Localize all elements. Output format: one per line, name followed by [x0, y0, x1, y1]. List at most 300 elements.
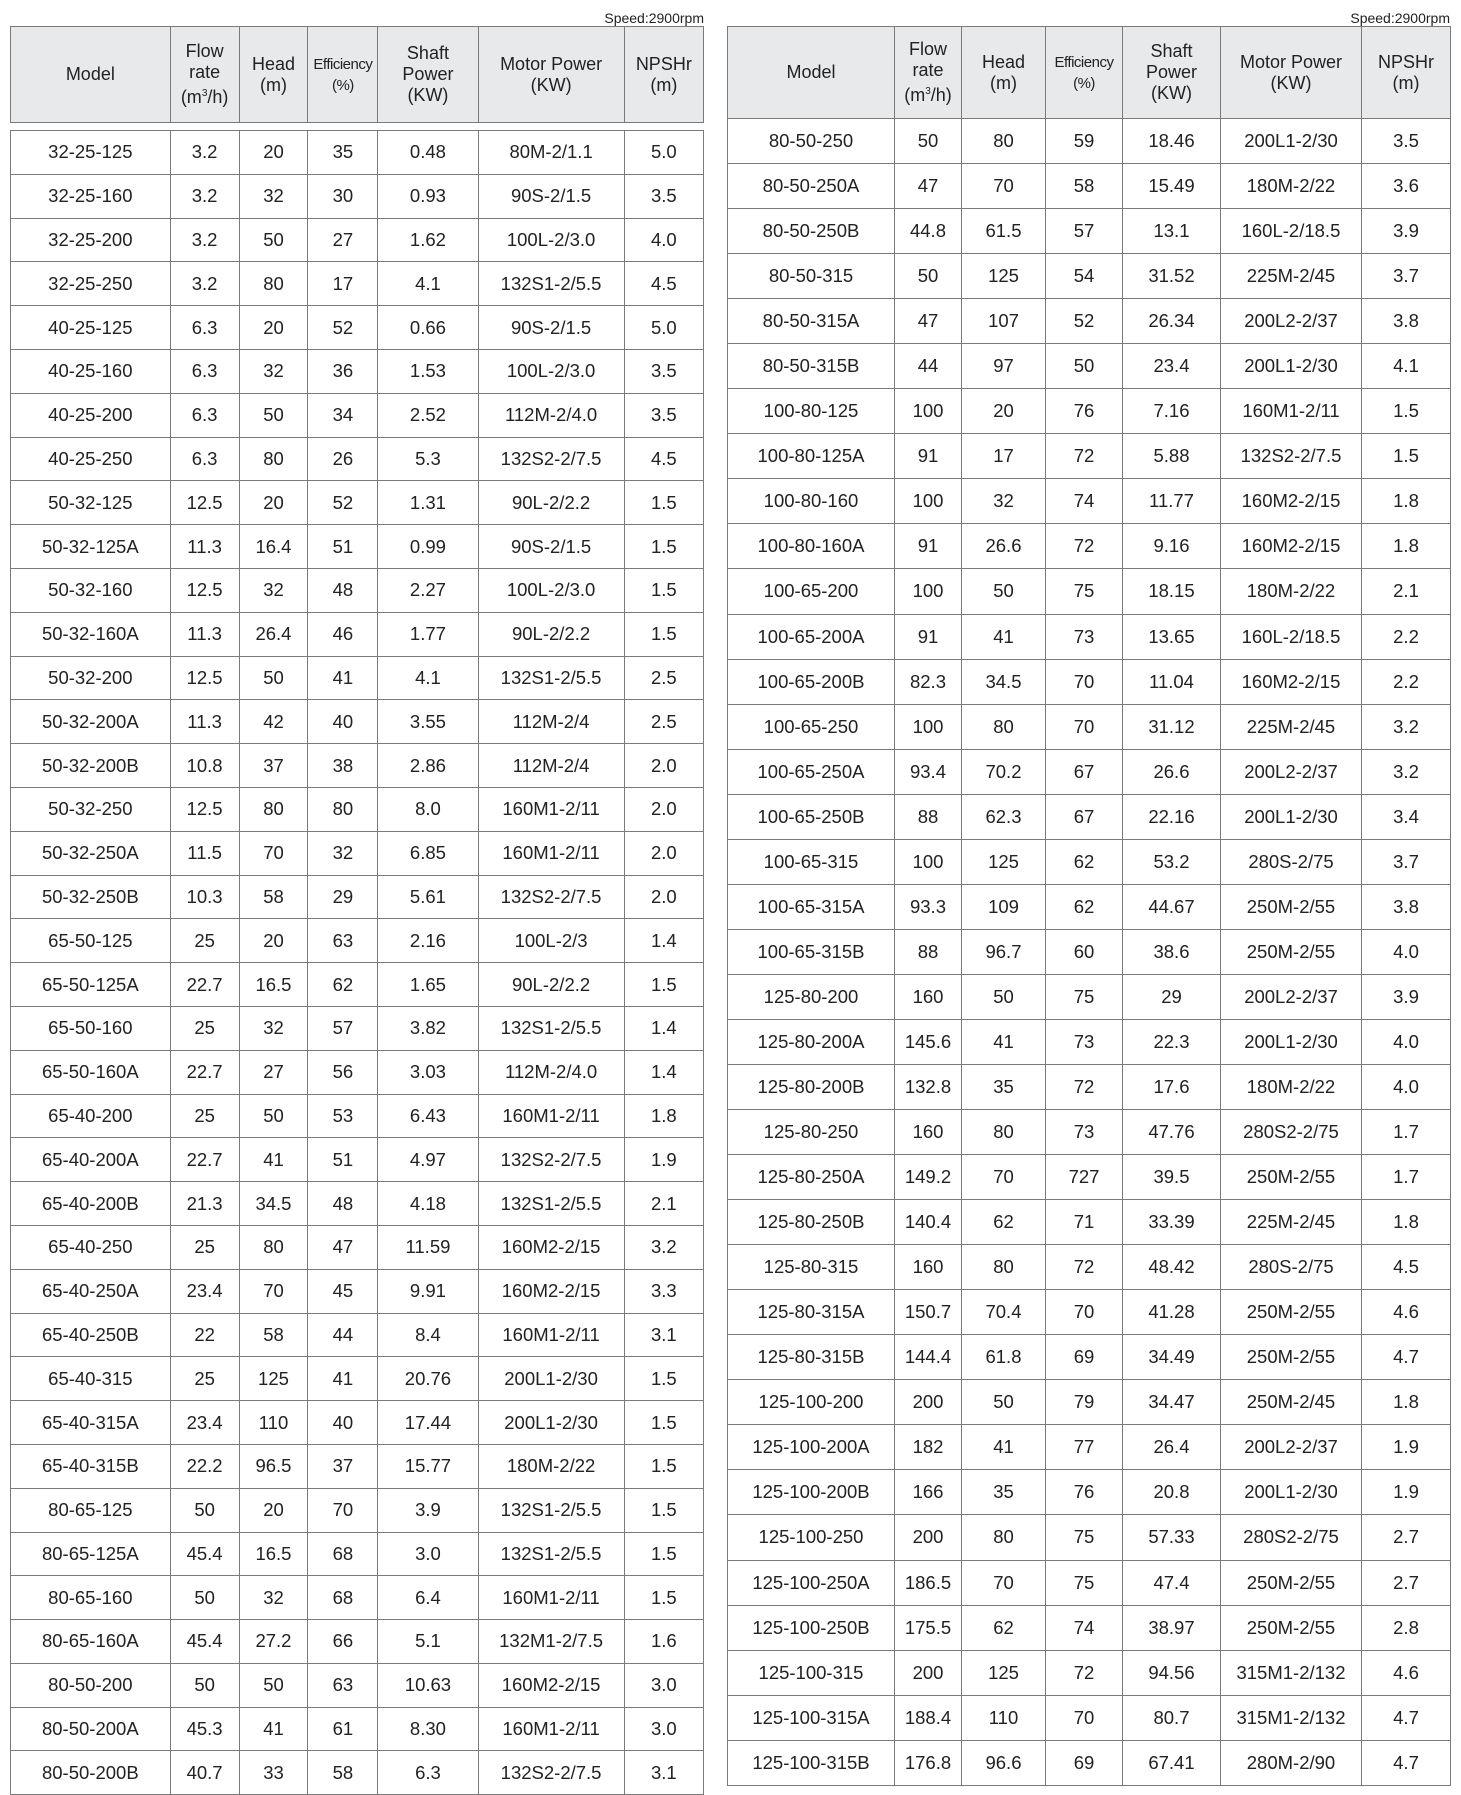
cell-efficiency: 76 [1046, 1470, 1123, 1515]
table-row [11, 612, 704, 656]
cell-efficiency: 66 [308, 1620, 378, 1664]
cell-model: 125-100-200 [728, 1380, 895, 1425]
pump-performance-table-left [10, 26, 704, 1795]
cell-motor-power: 160M1-2/11 [1221, 389, 1362, 434]
cell-motor-power: 90S-2/1.5 [478, 174, 624, 218]
cell-model: 32-25-200 [11, 218, 171, 262]
cell-flow-rate: 160 [895, 1110, 962, 1155]
cell-head: 70 [962, 164, 1046, 209]
cell-shaft-power: 1.62 [378, 218, 478, 262]
cell-shaft-power: 4.1 [378, 262, 478, 306]
cell-efficiency: 40 [308, 1401, 378, 1445]
cell-npshr: 1.9 [1362, 1470, 1451, 1515]
cell-motor-power: 200L1-2/30 [1221, 1019, 1362, 1064]
cell-motor-power: 200L1-2/30 [1221, 344, 1362, 389]
cell-flow-rate: 145.6 [895, 1019, 962, 1064]
cell-npshr: 2.0 [624, 744, 703, 788]
cell-head: 16.5 [239, 1532, 308, 1576]
cell-model: 50-32-200B [11, 744, 171, 788]
cell-head: 125 [962, 1650, 1046, 1695]
cell-model: 65-50-125 [11, 919, 171, 963]
cell-motor-power: 160M2-2/15 [478, 1225, 624, 1269]
cell-motor-power: 250M-2/55 [1221, 1155, 1362, 1200]
cell-flow-rate: 100 [895, 839, 962, 884]
cell-motor-power: 225M-2/45 [1221, 704, 1362, 749]
cell-motor-power: 160M1-2/11 [478, 1576, 624, 1620]
table-row [728, 254, 1451, 299]
table-row [728, 1605, 1451, 1650]
cell-motor-power: 160M1-2/11 [478, 831, 624, 875]
cell-head: 50 [962, 974, 1046, 1019]
table-row [728, 1335, 1451, 1380]
cell-motor-power: 200L2-2/37 [1221, 749, 1362, 794]
table-row [11, 1751, 704, 1795]
cell-motor-power: 100L-2/3.0 [478, 218, 624, 262]
cell-flow-rate: 25 [170, 1357, 239, 1401]
cell-motor-power: 200L2-2/37 [1221, 974, 1362, 1019]
cell-efficiency: 57 [1046, 209, 1123, 254]
cell-flow-rate: 40.7 [170, 1751, 239, 1795]
cell-flow-rate: 12.5 [170, 568, 239, 612]
cell-efficiency: 69 [1046, 1740, 1123, 1785]
cell-flow-rate: 160 [895, 974, 962, 1019]
cell-head: 17 [962, 434, 1046, 479]
cell-shaft-power: 4.18 [378, 1182, 478, 1226]
cell-motor-power: 80M-2/1.1 [478, 131, 624, 175]
cell-npshr: 1.5 [624, 612, 703, 656]
cell-model: 80-50-315A [728, 299, 895, 344]
cell-motor-power: 160M2-2/15 [1221, 659, 1362, 704]
cell-head: 110 [239, 1401, 308, 1445]
cell-flow-rate: 166 [895, 1470, 962, 1515]
cell-motor-power: 132S2-2/7.5 [1221, 434, 1362, 479]
cell-head: 58 [239, 1313, 308, 1357]
cell-efficiency: 62 [308, 963, 378, 1007]
cell-npshr: 1.7 [1362, 1155, 1451, 1200]
cell-npshr: 3.9 [1362, 974, 1451, 1019]
cell-flow-rate: 100 [895, 479, 962, 524]
table-row [728, 1695, 1451, 1740]
table-row [11, 1576, 704, 1620]
cell-shaft-power: 6.4 [378, 1576, 478, 1620]
cell-shaft-power: 29 [1123, 974, 1221, 1019]
cell-efficiency: 41 [308, 1357, 378, 1401]
table-row [11, 218, 704, 262]
cell-shaft-power: 20.8 [1123, 1470, 1221, 1515]
cell-npshr: 1.4 [624, 919, 703, 963]
table-row [728, 1019, 1451, 1064]
cell-flow-rate: 10.8 [170, 744, 239, 788]
cell-npshr: 4.0 [1362, 1064, 1451, 1109]
cell-efficiency: 37 [308, 1444, 378, 1488]
table-row [11, 568, 704, 612]
cell-efficiency: 60 [1046, 929, 1123, 974]
cell-motor-power: 132S2-2/7.5 [478, 875, 624, 919]
table-row [728, 479, 1451, 524]
cell-npshr: 4.6 [1362, 1650, 1451, 1695]
cell-flow-rate: 93.3 [895, 884, 962, 929]
cell-motor-power: 200L1-2/30 [1221, 1470, 1362, 1515]
cell-model: 50-32-160A [11, 612, 171, 656]
cell-npshr: 2.0 [624, 787, 703, 831]
cell-head: 62 [962, 1605, 1046, 1650]
cell-npshr: 1.9 [624, 1138, 703, 1182]
cell-model: 100-65-250B [728, 794, 895, 839]
cell-shaft-power: 33.39 [1123, 1200, 1221, 1245]
cell-shaft-power: 17.6 [1123, 1064, 1221, 1109]
cell-flow-rate: 44.8 [895, 209, 962, 254]
cell-efficiency: 29 [308, 875, 378, 919]
cell-model: 32-25-160 [11, 174, 171, 218]
cell-model: 50-32-250A [11, 831, 171, 875]
cell-model: 40-25-250 [11, 437, 171, 481]
cell-flow-rate: 132.8 [895, 1064, 962, 1109]
cell-head: 70 [962, 1560, 1046, 1605]
cell-motor-power: 112M-2/4.0 [478, 393, 624, 437]
table-row [11, 393, 704, 437]
cell-shaft-power: 11.59 [378, 1225, 478, 1269]
cell-model: 80-65-160 [11, 1576, 171, 1620]
cell-motor-power: 132S2-2/7.5 [478, 437, 624, 481]
cell-shaft-power: 38.6 [1123, 929, 1221, 974]
cell-motor-power: 90L-2/2.2 [478, 612, 624, 656]
cell-motor-power: 180M-2/22 [478, 1444, 624, 1488]
cell-model: 80-65-125A [11, 1532, 171, 1576]
table-row [11, 700, 704, 744]
cell-shaft-power: 34.49 [1123, 1335, 1221, 1380]
cell-head: 125 [962, 839, 1046, 884]
cell-efficiency: 36 [308, 349, 378, 393]
cell-npshr: 1.5 [624, 1532, 703, 1576]
cell-motor-power: 90S-2/1.5 [478, 306, 624, 350]
cell-npshr: 3.3 [624, 1269, 703, 1313]
cell-efficiency: 63 [308, 919, 378, 963]
cell-shaft-power: 0.66 [378, 306, 478, 350]
table-row [728, 119, 1451, 164]
cell-shaft-power: 4.97 [378, 1138, 478, 1182]
cell-shaft-power: 3.55 [378, 700, 478, 744]
cell-head: 20 [239, 1488, 308, 1532]
cell-efficiency: 58 [1046, 164, 1123, 209]
cell-model: 65-40-315A [11, 1401, 171, 1445]
cell-efficiency: 38 [308, 744, 378, 788]
cell-npshr: 4.0 [1362, 1019, 1451, 1064]
cell-shaft-power: 6.43 [378, 1094, 478, 1138]
cell-flow-rate: 25 [170, 1225, 239, 1269]
cell-flow-rate: 50 [170, 1663, 239, 1707]
cell-model: 80-50-315B [728, 344, 895, 389]
cell-shaft-power: 38.97 [1123, 1605, 1221, 1650]
cell-npshr: 3.0 [624, 1707, 703, 1751]
cell-head: 50 [239, 1094, 308, 1138]
cell-flow-rate: 25 [170, 1094, 239, 1138]
cell-flow-rate: 6.3 [170, 306, 239, 350]
cell-head: 20 [962, 389, 1046, 434]
cell-npshr: 1.8 [1362, 524, 1451, 569]
cell-flow-rate: 25 [170, 919, 239, 963]
cell-motor-power: 160M2-2/15 [478, 1663, 624, 1707]
cell-head: 80 [962, 1515, 1046, 1560]
table-row [728, 1110, 1451, 1155]
cell-shaft-power: 9.16 [1123, 524, 1221, 569]
table-row [728, 299, 1451, 344]
cell-efficiency: 70 [1046, 1695, 1123, 1740]
cell-npshr: 3.5 [1362, 119, 1451, 164]
cell-motor-power: 160L-2/18.5 [1221, 614, 1362, 659]
cell-efficiency: 72 [1046, 524, 1123, 569]
cell-npshr: 2.1 [624, 1182, 703, 1226]
cell-npshr: 4.5 [1362, 1245, 1451, 1290]
cell-efficiency: 75 [1046, 1560, 1123, 1605]
cell-shaft-power: 1.53 [378, 349, 478, 393]
cell-npshr: 1.5 [624, 1444, 703, 1488]
cell-head: 16.5 [239, 963, 308, 1007]
cell-head: 20 [239, 919, 308, 963]
cell-motor-power: 90S-2/1.5 [478, 525, 624, 569]
cell-model: 125-100-315A [728, 1695, 895, 1740]
table-row [11, 306, 704, 350]
cell-head: 41 [239, 1707, 308, 1751]
cell-shaft-power: 5.3 [378, 437, 478, 481]
cell-efficiency: 54 [1046, 254, 1123, 299]
cell-model: 80-50-200A [11, 1707, 171, 1751]
cell-npshr: 3.2 [1362, 704, 1451, 749]
cell-flow-rate: 6.3 [170, 349, 239, 393]
cell-motor-power: 200L2-2/37 [1221, 299, 1362, 344]
cell-flow-rate: 160 [895, 1245, 962, 1290]
cell-npshr: 4.7 [1362, 1335, 1451, 1380]
cell-flow-rate: 140.4 [895, 1200, 962, 1245]
table-row [11, 1269, 704, 1313]
cell-motor-power: 200L1-2/30 [1221, 119, 1362, 164]
cell-model: 65-50-160A [11, 1050, 171, 1094]
cell-efficiency: 75 [1046, 974, 1123, 1019]
cell-npshr: 1.8 [624, 1094, 703, 1138]
cell-head: 61.8 [962, 1335, 1046, 1380]
cell-head: 34.5 [239, 1182, 308, 1226]
cell-motor-power: 132S1-2/5.5 [478, 1006, 624, 1050]
cell-shaft-power: 15.77 [378, 1444, 478, 1488]
cell-shaft-power: 1.31 [378, 481, 478, 525]
cell-npshr: 3.5 [624, 349, 703, 393]
header-head: Head (m) [962, 27, 1046, 119]
cell-model: 65-50-125A [11, 963, 171, 1007]
cell-shaft-power: 18.46 [1123, 119, 1221, 164]
cell-npshr: 3.1 [624, 1751, 703, 1795]
cell-npshr: 3.0 [624, 1663, 703, 1707]
cell-npshr: 2.0 [624, 875, 703, 919]
table-row [728, 704, 1451, 749]
cell-head: 97 [962, 344, 1046, 389]
cell-efficiency: 45 [308, 1269, 378, 1313]
cell-head: 96.5 [239, 1444, 308, 1488]
cell-efficiency: 72 [1046, 1650, 1123, 1695]
cell-flow-rate: 22.2 [170, 1444, 239, 1488]
cell-efficiency: 17 [308, 262, 378, 306]
cell-motor-power: 132S1-2/5.5 [478, 1532, 624, 1576]
cell-shaft-power: 2.86 [378, 744, 478, 788]
cell-head: 70 [239, 831, 308, 875]
table-row [11, 262, 704, 306]
cell-flow-rate: 144.4 [895, 1335, 962, 1380]
cell-npshr: 3.7 [1362, 254, 1451, 299]
table-body-left [11, 123, 704, 1795]
cell-shaft-power: 4.1 [378, 656, 478, 700]
cell-motor-power: 250M-2/55 [1221, 1290, 1362, 1335]
cell-model: 50-32-250 [11, 787, 171, 831]
cell-motor-power: 315M1-2/132 [1221, 1695, 1362, 1740]
cell-model: 100-65-315B [728, 929, 895, 974]
cell-motor-power: 200L1-2/30 [478, 1357, 624, 1401]
cell-shaft-power: 57.33 [1123, 1515, 1221, 1560]
cell-efficiency: 74 [1046, 1605, 1123, 1650]
table-body-right [728, 119, 1451, 1786]
cell-npshr: 1.5 [624, 481, 703, 525]
cell-npshr: 4.0 [1362, 929, 1451, 974]
cell-efficiency: 53 [308, 1094, 378, 1138]
cell-flow-rate: 3.2 [170, 174, 239, 218]
table-row [728, 389, 1451, 434]
cell-head: 50 [239, 218, 308, 262]
cell-head: 20 [239, 131, 308, 175]
cell-shaft-power: 20.76 [378, 1357, 478, 1401]
cell-flow-rate: 88 [895, 794, 962, 839]
pump-performance-table-right [727, 26, 1451, 1786]
cell-head: 32 [239, 174, 308, 218]
cell-shaft-power: 13.1 [1123, 209, 1221, 254]
cell-npshr: 3.6 [1362, 164, 1451, 209]
cell-efficiency: 34 [308, 393, 378, 437]
cell-shaft-power: 9.91 [378, 1269, 478, 1313]
cell-motor-power: 112M-2/4 [478, 700, 624, 744]
cell-npshr: 1.7 [1362, 1110, 1451, 1155]
table-row [11, 1663, 704, 1707]
cell-head: 80 [239, 262, 308, 306]
cell-flow-rate: 12.5 [170, 656, 239, 700]
cell-shaft-power: 17.44 [378, 1401, 478, 1445]
cell-motor-power: 280S-2/75 [1221, 839, 1362, 884]
cell-model: 50-32-125 [11, 481, 171, 525]
cell-npshr: 1.5 [1362, 389, 1451, 434]
cell-model: 100-80-125 [728, 389, 895, 434]
table-row [728, 209, 1451, 254]
cell-head: 20 [239, 481, 308, 525]
cell-motor-power: 180M-2/22 [1221, 569, 1362, 614]
cell-motor-power: 160M2-2/15 [1221, 479, 1362, 524]
cell-npshr: 4.6 [1362, 1290, 1451, 1335]
cell-efficiency: 62 [1046, 839, 1123, 884]
cell-shaft-power: 1.65 [378, 963, 478, 1007]
cell-flow-rate: 11.3 [170, 612, 239, 656]
table-row [11, 1488, 704, 1532]
table-row [11, 174, 704, 218]
cell-flow-rate: 45.3 [170, 1707, 239, 1751]
cell-motor-power: 180M-2/22 [1221, 164, 1362, 209]
speed-label: Speed:2900rpm [604, 10, 704, 26]
cell-shaft-power: 2.27 [378, 568, 478, 612]
cell-efficiency: 80 [308, 787, 378, 831]
cell-motor-power: 225M-2/45 [1221, 254, 1362, 299]
table-row [728, 1560, 1451, 1605]
cell-flow-rate: 100 [895, 569, 962, 614]
cell-shaft-power: 44.67 [1123, 884, 1221, 929]
cell-model: 32-25-250 [11, 262, 171, 306]
cell-shaft-power: 10.63 [378, 1663, 478, 1707]
cell-head: 33 [239, 1751, 308, 1795]
cell-model: 125-80-315 [728, 1245, 895, 1290]
table-row [11, 744, 704, 788]
cell-model: 65-50-160 [11, 1006, 171, 1050]
table-row [728, 659, 1451, 704]
cell-shaft-power: 18.15 [1123, 569, 1221, 614]
cell-efficiency: 77 [1046, 1425, 1123, 1470]
cell-efficiency: 48 [308, 568, 378, 612]
table-row [11, 1050, 704, 1094]
cell-motor-power: 132S2-2/7.5 [478, 1138, 624, 1182]
cell-npshr: 1.5 [624, 1576, 703, 1620]
cell-efficiency: 727 [1046, 1155, 1123, 1200]
table-row [11, 1532, 704, 1576]
cell-efficiency: 51 [308, 1138, 378, 1182]
cell-head: 35 [962, 1470, 1046, 1515]
cell-efficiency: 50 [1046, 344, 1123, 389]
cell-shaft-power: 11.04 [1123, 659, 1221, 704]
table-row [11, 656, 704, 700]
cell-motor-power: 132S1-2/5.5 [478, 1488, 624, 1532]
cell-shaft-power: 47.4 [1123, 1560, 1221, 1605]
cell-npshr: 1.5 [624, 568, 703, 612]
cell-head: 37 [239, 744, 308, 788]
cell-shaft-power: 34.47 [1123, 1380, 1221, 1425]
cell-flow-rate: 200 [895, 1515, 962, 1560]
table-row [11, 875, 704, 919]
cell-motor-power: 132S1-2/5.5 [478, 1182, 624, 1226]
cell-shaft-power: 1.77 [378, 612, 478, 656]
cell-efficiency: 74 [1046, 479, 1123, 524]
cell-shaft-power: 3.9 [378, 1488, 478, 1532]
cell-motor-power: 180M-2/22 [1221, 1064, 1362, 1109]
cell-motor-power: 200L2-2/37 [1221, 1425, 1362, 1470]
cell-flow-rate: 22 [170, 1313, 239, 1357]
cell-npshr: 2.7 [1362, 1515, 1451, 1560]
cell-flow-rate: 3.2 [170, 218, 239, 262]
cell-efficiency: 73 [1046, 614, 1123, 659]
cell-npshr: 1.5 [624, 963, 703, 1007]
cell-model: 100-80-160 [728, 479, 895, 524]
table-row [728, 1380, 1451, 1425]
cell-head: 26.4 [239, 612, 308, 656]
table-row [728, 1515, 1451, 1560]
cell-flow-rate: 3.2 [170, 262, 239, 306]
header-npshr: NPSHr (m) [1362, 27, 1451, 119]
table-row [728, 614, 1451, 659]
cell-motor-power: 200L1-2/30 [478, 1401, 624, 1445]
cell-shaft-power: 6.3 [378, 1751, 478, 1795]
cell-efficiency: 73 [1046, 1019, 1123, 1064]
cell-npshr: 1.6 [624, 1620, 703, 1664]
cell-shaft-power: 2.52 [378, 393, 478, 437]
table-row [11, 1401, 704, 1445]
cell-efficiency: 72 [1046, 434, 1123, 479]
cell-npshr: 3.2 [624, 1225, 703, 1269]
cell-shaft-power: 5.1 [378, 1620, 478, 1664]
cell-motor-power: 160M1-2/11 [478, 787, 624, 831]
table-row [11, 437, 704, 481]
cell-shaft-power: 0.99 [378, 525, 478, 569]
cell-model: 65-40-250 [11, 1225, 171, 1269]
cell-efficiency: 56 [308, 1050, 378, 1094]
cell-efficiency: 62 [1046, 884, 1123, 929]
